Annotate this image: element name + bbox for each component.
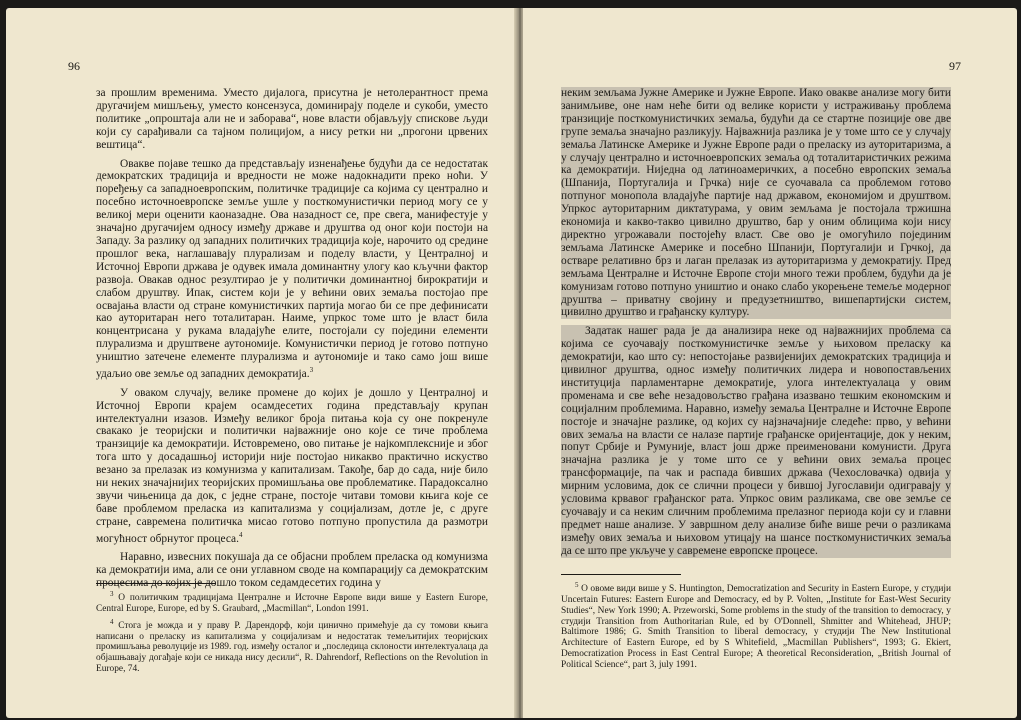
footnote-text: О политичким традицијама Централне и Источне Европе види више у Eastern Europe, Central Europe, Europe, ed by S. Graubard, „Macmillan“, London 1991. [96,593,488,614]
highlighted-paragraph [561,325,951,557]
footnote-rule [96,583,216,584]
right-page [523,8,1017,718]
paragraph: Наравно, извесних покушаја да се објасни проблем преласка од комунизма ка демократији има, али се они углавном своде на компарацију са демократским процесима до којих је дошло током седамдесетих година у [96,551,488,590]
highlighted-paragraph [561,87,951,319]
paragraph-text: Задатак нашег рада је да анализира неке од најважнијих проблема са којима се суочавају посткомунистичке земље у њиховом преласку ка демократији, као што су: непостојање развијенијих демократских традиција и цивилног друштва, однос између политичких лидера и новопостављених институција парламентарне демократије, улога интелектуалаца у овим променама и све веће незадовољство грађана изазвано тешким економским и социјалним проблемима. Наравно, између земаља Централне и Источне Европе постоје и значајне разлике, од којих су најзначајније следеће: прво, у већини ових земаља на власти се налазе партије грађанске оријентације, док у неким, попут Србије и Румуније, власт још држе преименовани комунисти. Друга значајна разлика је у томе што се у већини ових земаља процес трансформације, па чак и распада бивших држава (Чехословачка) одвија у мирним условима, док се слични процеси у бившој Југославији одигравају у условима крвавог грађанског рата. Упркос овим разликама, све ове земље се суочавају и са неким сличним проблемима прелазног периода који су и главни предмет наше анализе. У завршном делу анализе биће више речи о разликама између ових земаља и њиховом утицају на шансе посткомунистичких земаља да се што пре укључе у савремене европске процесе. [561,325,951,557]
body-text [96,87,488,596]
footnote [561,580,951,671]
body-text [561,87,951,564]
footnote-marker: 4 [238,530,243,539]
footnote [96,589,488,615]
paragraph-with-note [96,387,488,546]
footnote-number: 3 [110,590,114,598]
footnote-number: 4 [110,617,114,626]
paragraph-text: Овакве појаве тешко да представљају изненађење будући да се недостатак демократских традиција и вредности не може надокнадити преко ноћи. У поређењу са западноевропским, политичке традиције са којима су централно и посебно источноевропске земље ушле у посткомунистички период могу се у великој мери оценити каоназадне. Ова назадност се, пре свега, манифестује у значајно другачијем односу између државе и друштва од оног који постоји на Западу. За разлику од западних политичких традиција које, нарочито од средине прошлог века, наглашавају плурализам и поделу власти, у Централној и Источној Европи држава је одувек имала доминантну улогу као кључни фактор развоја. Овакав однос резултирао је у политички доминантној бирократији и слабом друштву. Ипак, систем који је у већини ових земаља постојао пре освајања власти од стране комунистичких партија могао би се пре дефинисати као ауторитаран него тоталитаран. Наиме, упркос томе што је власт била концентрисана у рукама владајуће елите, постојали су поједини елементи плурализма и друштвене аутономије. Комунистички период је готово потпуно уништио затечене елементе плурализма и аутономије и тако само још више удаљио ове земље од западних демократија. [96,157,488,380]
left-page [6,8,518,718]
footnotes [561,574,951,673]
page-number: 97 [949,59,961,73]
footnote-number: 5 [575,581,579,589]
page-number: 96 [68,59,80,73]
paragraph-text: неким земљама Јужне Америке и Јужне Европе. Иако овакве анализе могу бити занимљиве, оне нам неће бити од велике користи у истраживању проблема транзиције посткомунистичких земаља, будући да се стартне позиције ове две групе земаља значајно разликују. Најважнија разлика је у томе што се у случају земаља Латинске Америке и Јужне Европе ради о преласку из ауторитаризма, а у случају централно и источноевропских земаља од тоталитаристичких режима ка демократији. Ниједна од латиноамеричких, а посебно европских земаља (Шпанија, Португалија и Грчка) није се суочавала са проблемом готово потпуног монопола владајуће партије над државом, економијом и друштвом. Упркос ауторитарним диктатурама, у овим земљама је постојала тржишна економија и какво-такво цивилно друштво, бар у оним облицима који нису директно угрожавали постојећу власт. Све ово је омогућило појединим земљама Латинске Америке и посебно Шпанији, Португалији и Грчкој, да остваре релативно брз и лаган прелазак из ауторитаризма у демократију. Пред земљама Централне и Источне Европе стоји много тежи проблем, будући да је комунизам готово потпуно уништио и онако слабо укорењене темеље модерног друштва – приватну својину и предузетништво, вишепартијски систем, цивилно друштво и грађанску културу. [561,87,951,319]
footnote-text: О овоме види више у S. Huntington, Democratization and Security in Eastern Europe, у студији Uncertain Futures: Eastern Europe and Democracy, ed by P. Volten, „Institute for East-West Security Studies“, New York 1990; A. Przeworski, Some problems in the study of the transition to democracy, у студији Transition from Authoritarian Rule, ed by O'Donnell, Shmitter and Whitehead, JHUP; Baltimore 1986; G. Smith Transition to liberal democracy, у студији The New Institutional Architecture of Eastern Europe, ed by S Whitefield, „Macmillan Publishers“, 1993; G. Ekiert, Democratization Process in East Central Europe; A theoretical Reconsideration, „British Journal of Political Science“, part 3, july 1991. [561,584,952,670]
footnote-marker: 3 [309,366,314,375]
paragraph-text: У оваком случају, велике промене до којих је дошло у Централној и Источној Европи крајем осамдесетих година представљају крупан интелектуални изазов. Између великог броја питања која су оне покренуле свакако је теоријски и политички најважније оно које се тиче проблема транзиције ка демократији. Истовремено, ово питање је најкомплексније и због тога што у досадашњој историји није постојао никакво практично искуство везано за прелазак из комунизма у капитализам. Такође, бар до сада, није било ни неких значајнијих теоријских промишљања ове проблематике. Парадоксално звучи чињеница да док, с једне стране, постоје читави томови књига које се баве проблемом преласка из капитализма у социјализам, дотле је, с друге стране, савремена политичка мисао готово потпуно пропустила да размотри могућност обрнутог процеса. [96,386,488,545]
paragraph-with-note [96,158,488,381]
footnote-text: Стога је можда и у праву Р. Дарендорф, који цинично примећује да су томови књига написани о преласку из капитализма у социјализам и недостатак темељитијих теоријских промишљања револуције из 1989. год. између осталог и „последица склоности интелектуалаца да објашњавају догађаје који се никада нису десили“, R. Dahrendorf, Reflections on the Revolution in Europe, 74. [96,620,488,675]
paragraph: за прошлим временима. Уместо дијалога, присутна је нетолерантност према другачијем мишљењу, уместо консензуса, доминирају поделе и сукоби, уместо политике „опроштаја али не и заборава“, нове власти објављују спискове људи који су сарађивали са тајном полицијом, а нису ретки ни „прогони црвених вештица“. [96,87,488,151]
footnotes [96,583,488,677]
footnote [96,617,488,675]
footnote-rule [561,574,681,575]
